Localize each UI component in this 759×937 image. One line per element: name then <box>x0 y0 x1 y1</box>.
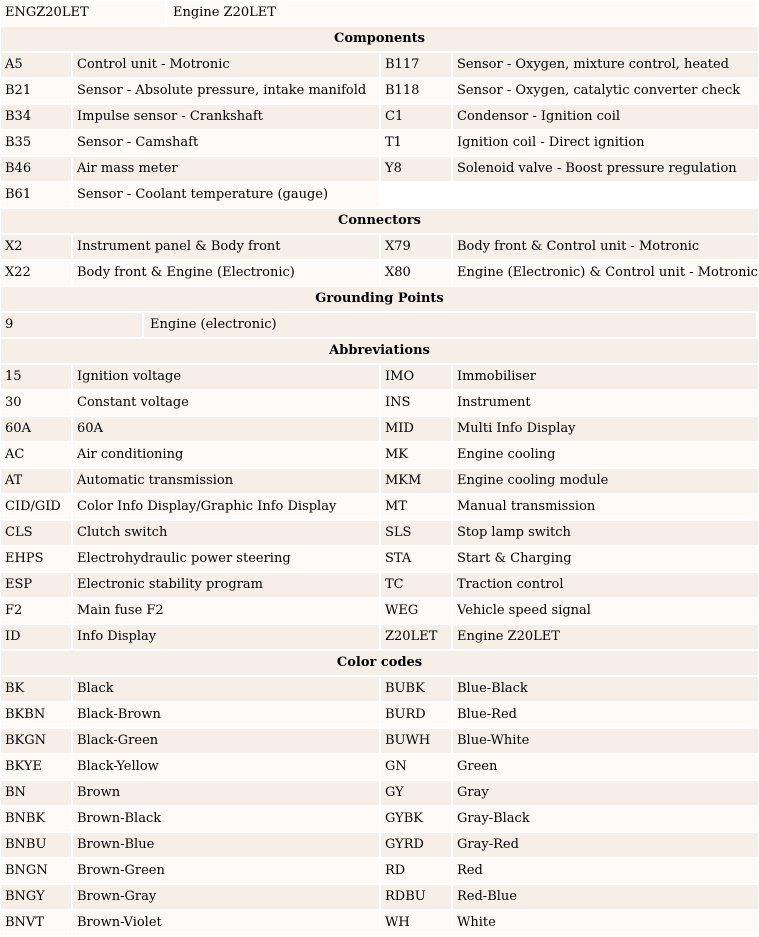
table-row <box>0 468 759 494</box>
description-cell: Ignition coil - Direct ignition <box>453 131 758 155</box>
description-cell: Control unit - Motronic <box>73 53 379 77</box>
table-row <box>0 572 759 598</box>
code-cell: 60A <box>1 417 71 441</box>
code-cell: RD <box>381 859 451 883</box>
description-cell: Brown <box>73 781 379 805</box>
title-row <box>0 0 759 26</box>
code-cell: WH <box>381 911 451 935</box>
table-row <box>0 780 759 806</box>
code-cell: C1 <box>381 105 451 129</box>
description-cell: Constant voltage <box>73 391 379 415</box>
table-row <box>0 364 759 390</box>
code-cell: T1 <box>381 131 451 155</box>
grounding-table <box>0 312 759 338</box>
code-cell: GYBK <box>381 807 451 831</box>
table-row <box>0 832 759 858</box>
description-cell: Clutch switch <box>73 521 379 545</box>
description-cell: Condensor - Ignition coil <box>453 105 758 129</box>
diagram-title: Engine Z20LET <box>167 1 756 25</box>
description-cell: Sensor - Absolute pressure, intake manifold <box>73 79 379 103</box>
code-cell: X22 <box>1 261 71 285</box>
code-cell: BNVT <box>1 911 71 935</box>
table-row <box>0 494 759 520</box>
code-cell: IMO <box>381 365 451 389</box>
description-cell: Engine (Electronic) & Control unit - Motronic <box>453 261 758 285</box>
code-cell: CID/GID <box>1 495 71 519</box>
code-cell: X80 <box>381 261 451 285</box>
code-cell: F2 <box>1 599 71 623</box>
description-cell: Body front & Control unit - Motronic <box>453 235 758 259</box>
code-cell: GYRD <box>381 833 451 857</box>
description-cell: Blue-White <box>453 729 758 753</box>
description-cell: Manual transmission <box>453 495 758 519</box>
ground-location: Engine (electronic) <box>144 313 756 337</box>
code-cell: BKGN <box>1 729 71 753</box>
diagram-code: ENGZ20LET <box>1 1 165 25</box>
description-cell: Gray <box>453 781 758 805</box>
table-row <box>0 156 759 182</box>
table-row <box>0 546 759 572</box>
description-cell: Electronic stability program <box>73 573 379 597</box>
code-cell: BNBK <box>1 807 71 831</box>
code-cell: BKYE <box>1 755 71 779</box>
ground-id: 9 <box>1 313 142 337</box>
description-cell: Stop lamp switch <box>453 521 758 545</box>
color-codes-heading: Color codes <box>1 651 758 675</box>
grounding-header-row <box>0 286 759 312</box>
description-cell: Blue-Red <box>453 703 758 727</box>
description-cell: Air conditioning <box>73 443 379 467</box>
table-row <box>0 624 759 650</box>
description-cell: Immobiliser <box>453 365 758 389</box>
table-row <box>0 806 759 832</box>
table-row <box>0 52 759 78</box>
table-row <box>0 442 759 468</box>
abbreviations-heading: Abbreviations <box>1 339 758 363</box>
table-row <box>0 520 759 546</box>
description-cell: Start & Charging <box>453 547 758 571</box>
description-cell: Impulse sensor - Crankshaft <box>73 105 379 129</box>
description-cell: Color Info Display/Graphic Info Display <box>73 495 379 519</box>
code-cell: RDBU <box>381 885 451 909</box>
connectors-header-row <box>0 208 759 234</box>
code-cell: INS <box>381 391 451 415</box>
description-cell: Black <box>73 677 379 701</box>
table-row <box>0 702 759 728</box>
code-cell: Z20LET <box>381 625 451 649</box>
table-row <box>0 182 759 208</box>
code-cell: EHPS <box>1 547 71 571</box>
description-cell: Engine Z20LET <box>453 625 758 649</box>
description-cell: Sensor - Oxygen, catalytic converter check <box>453 79 758 103</box>
code-cell: B35 <box>1 131 71 155</box>
code-cell: BURD <box>381 703 451 727</box>
description-cell: Black-Green <box>73 729 379 753</box>
table-row <box>0 858 759 884</box>
code-cell: Y8 <box>381 157 451 181</box>
code-cell: SLS <box>381 521 451 545</box>
description-cell: Body front & Engine (Electronic) <box>73 261 379 285</box>
components-heading: Components <box>1 27 758 51</box>
code-cell: WEG <box>381 599 451 623</box>
code-cell: 30 <box>1 391 71 415</box>
description-cell: Gray-Red <box>453 833 758 857</box>
code-cell: AC <box>1 443 71 467</box>
description-cell: Multi Info Display <box>453 417 758 441</box>
description-cell: Instrument panel & Body front <box>73 235 379 259</box>
description-cell: Main fuse F2 <box>73 599 379 623</box>
components-table <box>0 52 759 208</box>
abbreviations-table <box>0 364 759 650</box>
description-cell: Brown-Violet <box>73 911 379 935</box>
description-cell: Traction control <box>453 573 758 597</box>
description-cell: Engine cooling <box>453 443 758 467</box>
table-row <box>0 416 759 442</box>
code-cell: X79 <box>381 235 451 259</box>
code-cell: BKBN <box>1 703 71 727</box>
description-cell: Sensor - Camshaft <box>73 131 379 155</box>
code-cell: ID <box>1 625 71 649</box>
table-row <box>0 130 759 156</box>
abbreviations-header-row <box>0 338 759 364</box>
description-cell: Brown-Black <box>73 807 379 831</box>
code-cell: BUWH <box>381 729 451 753</box>
description-cell: Brown-Gray <box>73 885 379 909</box>
code-cell: B34 <box>1 105 71 129</box>
description-cell: 60A <box>73 417 379 441</box>
connectors-table <box>0 234 759 286</box>
code-cell: B61 <box>1 183 71 207</box>
table-row <box>0 234 759 260</box>
colors-header-row <box>0 650 759 676</box>
description-cell: Air mass meter <box>73 157 379 181</box>
description-cell: White <box>453 911 758 935</box>
code-cell: X2 <box>1 235 71 259</box>
code-cell: BNBU <box>1 833 71 857</box>
code-cell: BN <box>1 781 71 805</box>
table-row <box>0 910 759 936</box>
code-cell: MT <box>381 495 451 519</box>
table-row <box>0 104 759 130</box>
code-cell: A5 <box>1 53 71 77</box>
table-row <box>0 728 759 754</box>
table-row <box>0 260 759 286</box>
grounding-heading: Grounding Points <box>1 287 758 311</box>
code-cell: BNGY <box>1 885 71 909</box>
code-cell: STA <box>381 547 451 571</box>
description-cell: Solenoid valve - Boost pressure regulation <box>453 157 758 181</box>
code-cell: B117 <box>381 53 451 77</box>
description-cell: Automatic transmission <box>73 469 379 493</box>
description-cell: Ignition voltage <box>73 365 379 389</box>
code-cell: AT <box>1 469 71 493</box>
table-row <box>0 676 759 702</box>
description-cell: Sensor - Oxygen, mixture control, heated <box>453 53 758 77</box>
code-cell: BNGN <box>1 859 71 883</box>
description-cell: Brown-Green <box>73 859 379 883</box>
color-codes-table <box>0 676 759 936</box>
table-row <box>0 754 759 780</box>
description-cell: Gray-Black <box>453 807 758 831</box>
code-cell: BUBK <box>381 677 451 701</box>
description-cell: Vehicle speed signal <box>453 599 758 623</box>
code-cell <box>381 183 451 207</box>
description-cell: Info Display <box>73 625 379 649</box>
code-cell: CLS <box>1 521 71 545</box>
description-cell: Red <box>453 859 758 883</box>
table-row <box>0 390 759 416</box>
code-cell: BK <box>1 677 71 701</box>
table-row <box>0 312 759 338</box>
description-cell: Brown-Blue <box>73 833 379 857</box>
components-header-row <box>0 26 759 52</box>
description-cell: Blue-Black <box>453 677 758 701</box>
code-cell: GY <box>381 781 451 805</box>
code-cell: MID <box>381 417 451 441</box>
description-cell: Electrohydraulic power steering <box>73 547 379 571</box>
code-cell: B21 <box>1 79 71 103</box>
description-cell: Sensor - Coolant temperature (gauge) <box>73 183 379 207</box>
code-cell: TC <box>381 573 451 597</box>
code-cell: 15 <box>1 365 71 389</box>
code-cell: B118 <box>381 79 451 103</box>
code-cell: MKM <box>381 469 451 493</box>
code-cell: MK <box>381 443 451 467</box>
table-row <box>0 884 759 910</box>
description-cell: Engine cooling module <box>453 469 758 493</box>
description-cell: Black-Brown <box>73 703 379 727</box>
table-row <box>0 78 759 104</box>
code-cell: GN <box>381 755 451 779</box>
table-row <box>0 598 759 624</box>
code-cell: B46 <box>1 157 71 181</box>
description-cell: Green <box>453 755 758 779</box>
code-cell: ESP <box>1 573 71 597</box>
description-cell: Red-Blue <box>453 885 758 909</box>
description-cell: Black-Yellow <box>73 755 379 779</box>
description-cell: Instrument <box>453 391 758 415</box>
description-cell <box>453 183 758 207</box>
connectors-heading: Connectors <box>1 209 758 233</box>
